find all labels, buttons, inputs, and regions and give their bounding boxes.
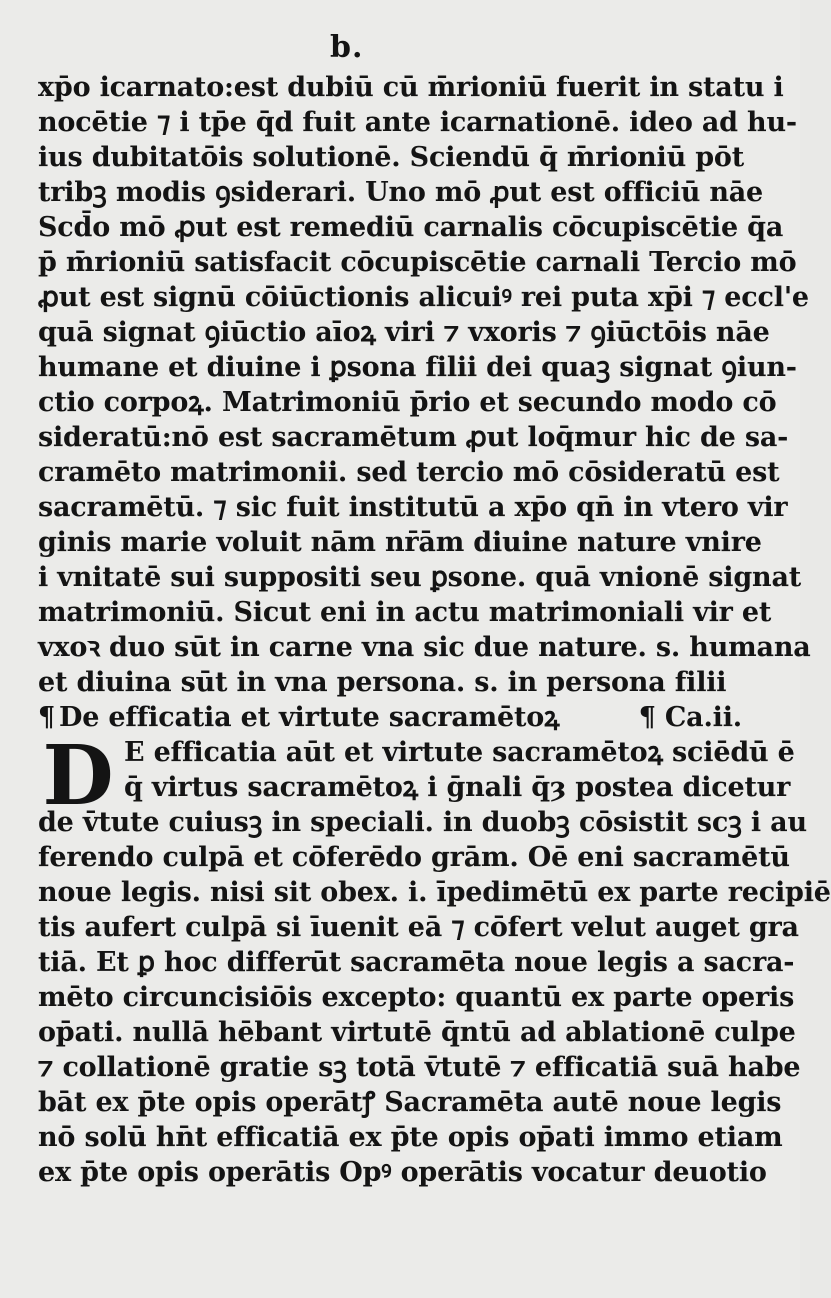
text-line: tiā. Et ꝑ hoc differūt sacramēta noue legis a sacra- [38, 947, 795, 978]
text-line: nō solū hn̄t efficatiā ex p̄te opis op̄ati immo etiam [38, 1122, 783, 1153]
paragraph-top [38, 70, 811, 700]
text-line: ctio corpoꝝ. Matrimoniū p̄rio et secundo modo cō [38, 387, 777, 418]
text-line: ⁊ collationē gratie sꝫ totā v̄tutē ⁊ efficatiā suā habe [38, 1052, 801, 1083]
text-line: matrimoniū. Sicut eni in actu matrimoniali vir et [38, 597, 772, 628]
text-line: et diuina sūt in vna persona. s. in persona filii [38, 667, 727, 698]
text-line: i vnitatē sui suppositi seu ꝑsone. quā vnionē signat [38, 562, 802, 593]
text-line: ginis marie voluit nām nr̄ām diuine nature vnire [38, 527, 762, 558]
pilcrow-mark: ¶ [38, 702, 55, 733]
text-line: humane et diuine i ꝑsona filii dei quaꝫ signat ꝯiun- [38, 352, 797, 383]
text-line: tis aufert culpā si īuenit eā ⁊ cōfert velut auget gra [38, 912, 799, 943]
text-line: bāt ex p̄te opis operātꝭ Sacramēta autē noue legis [38, 1087, 782, 1118]
text-line: noue legis. nisi sit obex. i. īpedimētū ex parte recipiē [38, 877, 831, 908]
text-line: ferendo culpā et cōferēdo grām. Oē eni sacramētū [38, 842, 790, 873]
text-block [38, 70, 831, 1190]
chapter-heading [38, 700, 750, 735]
text-line: ꝓut est signū cōiūctionis alicuiꝰ rei puta xp̄i ⁊ eccl'e [38, 282, 809, 313]
text-line: ius dubitatōis solutionē. Sciendū q̄ m̄rioniū pōt [38, 142, 745, 173]
text-line: vxoꝛ duo sūt in carne vna sic due nature. s. humana [38, 632, 811, 663]
text-line: xp̄o icarnato:est dubiū cū m̄rioniū fuerit in statu i [38, 72, 784, 103]
signature-mark: b. [330, 30, 364, 65]
chapter-number: ¶ Ca.ii. [638, 702, 742, 733]
text-line: mēto circuncisiōis excepto: quantū ex parte operis [38, 982, 795, 1013]
text-line: nocētie ⁊ i tp̄e q̄d fuit ante icarnationē. ideo ad hu- [38, 107, 797, 138]
text-line: sacramētū. ⁊ sic fuit institutū a xp̄o qn̄ in vtero vir [38, 492, 788, 523]
text-line: de v̄tute cuiusꝫ in speciali. in duobꝫ cōsistit scꝫ i au [38, 807, 807, 838]
text-line: tribꝫ modis ꝯsiderari. Uno mō ꝓut est officiū nāe [38, 177, 764, 208]
heading-title: De efficatia et virtute sacramētoꝝ [58, 702, 560, 733]
text-line: sideratū:nō est sacramētum ꝓut loq̄mur hic de sa- [38, 422, 789, 453]
text-line: Scd̄o mō ꝓut est remediū carnalis cōcupiscētie q̄a [38, 212, 784, 243]
text-line: cramēto matrimonii. sed tercio mō cōsideratū est [38, 457, 780, 488]
paragraph-bottom [38, 805, 831, 1190]
text-line: ex p̄te opis operātis Opꝰ operātis vocatur deuotio [38, 1157, 767, 1188]
text-line: E efficatia aūt et virtute sacramētoꝝ sciēdū ē [124, 737, 795, 768]
text-line: p̄ m̄rioniū satisfacit cōcupiscētie carnali Tercio mō [38, 247, 797, 278]
text-line: quā signat ꝯiūctio aīoꝝ viri ⁊ vxoris ⁊ ꝯiūctōis nāe [38, 317, 770, 348]
text-line: q̄ virtus sacramētoꝝ i ḡnali q̄ȝ postea dicetur [124, 772, 791, 803]
text-line: op̄ati. nullā hēbant virtutē q̄ntū ad ablationē culpe [38, 1017, 796, 1048]
decorated-initial: D [42, 728, 114, 824]
initial-lines [38, 735, 795, 805]
